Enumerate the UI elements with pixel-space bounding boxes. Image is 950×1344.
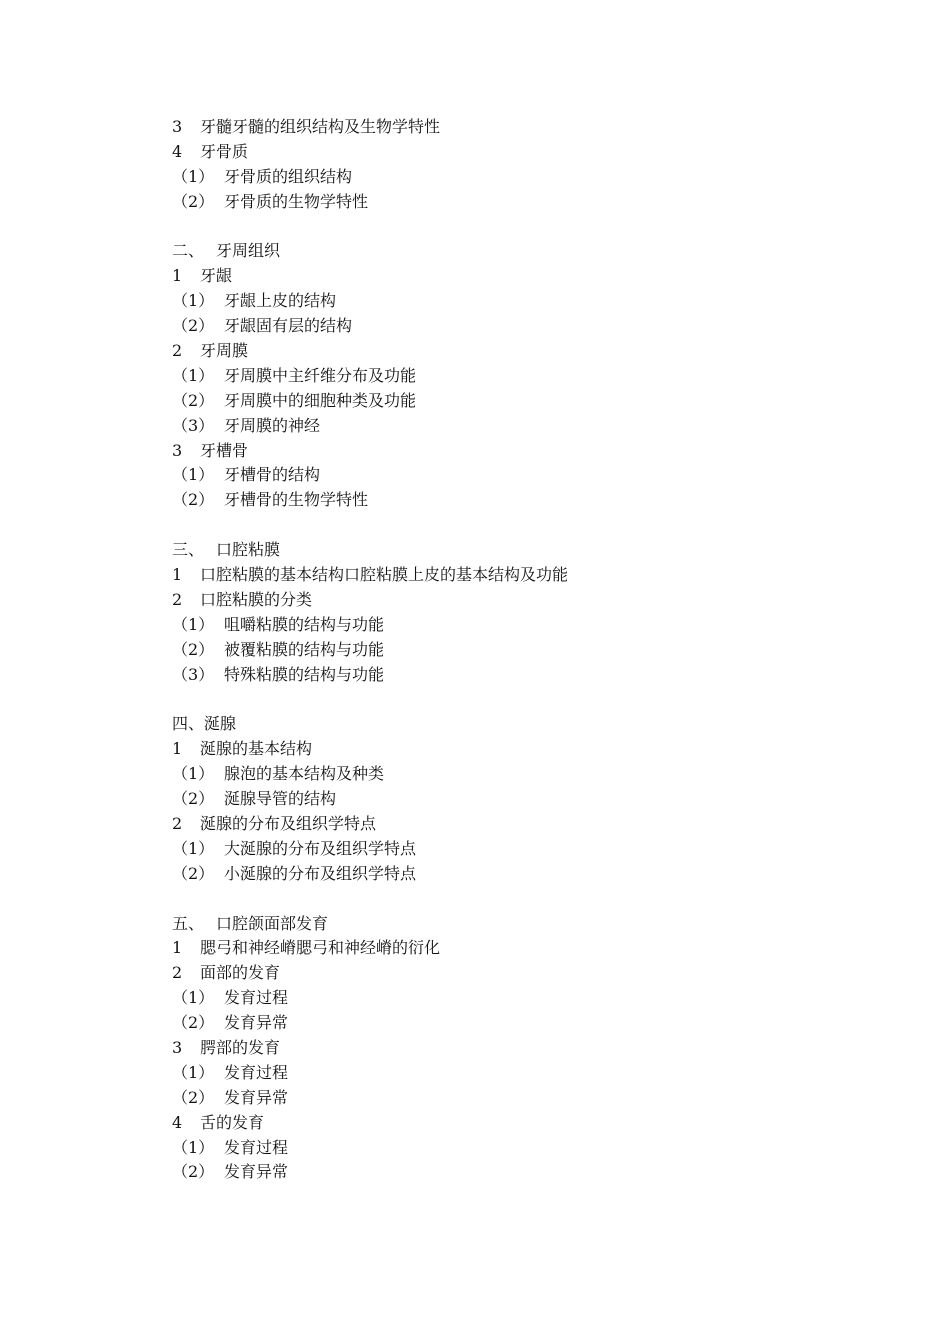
blank-line <box>172 887 872 912</box>
outline-number: （1） <box>172 838 215 858</box>
outline-subitem <box>172 364 872 389</box>
outline-subitem <box>172 389 872 414</box>
outline-text: 发育过程 <box>224 1062 289 1082</box>
outline-subitem <box>172 1011 872 1036</box>
outline-number: 1 <box>172 565 183 585</box>
outline-number: （2） <box>172 316 215 336</box>
outline-number: （3） <box>172 415 215 435</box>
outline-item <box>172 115 872 140</box>
outline-text: 涎腺的基本结构 <box>200 739 313 759</box>
blank-line <box>172 687 872 712</box>
section-heading <box>172 538 872 563</box>
outline-item <box>172 1036 872 1061</box>
outline-text: 腭部的发育 <box>200 1037 281 1057</box>
outline-number: （2） <box>172 191 215 211</box>
outline-subitem <box>172 165 872 190</box>
outline-number: （2） <box>172 1013 215 1033</box>
outline-text: 牙龈 <box>200 266 233 286</box>
outline-item <box>172 563 872 588</box>
outline-item <box>172 339 872 364</box>
outline-subitem <box>172 762 872 787</box>
outline-subitem <box>172 663 872 688</box>
outline-number: （2） <box>172 1162 215 1182</box>
outline-text: 牙周膜 <box>200 341 249 361</box>
outline-number: （2） <box>172 1087 215 1107</box>
outline-number: （3） <box>172 664 215 684</box>
outline-text: 口腔粘膜的基本结构口腔粘膜上皮的基本结构及功能 <box>200 565 569 585</box>
outline-text: 特殊粘膜的结构与功能 <box>224 664 385 684</box>
outline-number: 4 <box>172 1112 183 1132</box>
outline-text: 面部的发育 <box>200 963 281 983</box>
outline-number: （1） <box>172 614 215 634</box>
outline-text: 牙骨质 <box>200 141 249 161</box>
outline-text: 牙槽骨的生物学特性 <box>224 490 369 510</box>
outline-text: 涎腺 <box>204 714 237 734</box>
outline-number: （2） <box>172 789 215 809</box>
outline-subitem <box>172 837 872 862</box>
outline-item <box>172 961 872 986</box>
outline-subitem <box>172 1160 872 1185</box>
outline-number: 2 <box>172 341 183 361</box>
outline-text: 咀嚼粘膜的结构与功能 <box>224 614 385 634</box>
outline-text: 牙龈固有层的结构 <box>224 316 353 336</box>
outline-subitem <box>172 787 872 812</box>
outline-number: 2 <box>172 813 183 833</box>
blank-line <box>172 513 872 538</box>
outline-number: 3 <box>172 1037 183 1057</box>
section-heading <box>172 712 872 737</box>
outline-subitem <box>172 1061 872 1086</box>
outline-item <box>172 936 872 961</box>
outline-text: 发育异常 <box>224 1013 289 1033</box>
outline-text: 牙周组织 <box>216 241 281 261</box>
outline-text: 腺泡的基本结构及种类 <box>224 764 385 784</box>
outline-text: 发育过程 <box>224 988 289 1008</box>
outline-subitem <box>172 414 872 439</box>
outline-number: （1） <box>172 1062 215 1082</box>
section-heading <box>172 239 872 264</box>
section-heading <box>172 912 872 937</box>
outline-number: 4 <box>172 141 183 161</box>
outline-subitem <box>172 638 872 663</box>
outline-item <box>172 439 872 464</box>
outline-text: 牙髓牙髓的组织结构及生物学特性 <box>200 117 441 136</box>
outline-number: （2） <box>172 639 215 659</box>
outline-text: 牙龈上皮的结构 <box>224 291 337 311</box>
outline-number: （1） <box>172 465 215 485</box>
outline-number: （2） <box>172 863 215 883</box>
outline-number: （1） <box>172 166 215 186</box>
outline-text: 发育异常 <box>224 1162 289 1182</box>
outline-text: 大涎腺的分布及组织学特点 <box>224 838 417 858</box>
outline-subitem <box>172 289 872 314</box>
outline-number: 2 <box>172 589 183 609</box>
outline-text: 涎腺导管的结构 <box>224 789 337 809</box>
outline-text: 舌的发育 <box>200 1112 265 1132</box>
outline-text: 口腔颌面部发育 <box>216 913 329 933</box>
outline-subitem <box>172 986 872 1011</box>
outline-number: （1） <box>172 365 215 385</box>
outline-number: 五、 <box>172 913 205 933</box>
outline-number: 1 <box>172 266 183 286</box>
outline-number: （1） <box>172 988 215 1008</box>
outline-number: 3 <box>172 117 183 136</box>
outline-subitem <box>172 314 872 339</box>
outline-number: （1） <box>172 291 215 311</box>
outline-text: 口腔粘膜的分类 <box>200 589 313 609</box>
outline-subitem <box>172 463 872 488</box>
outline-text: 牙周膜中主纤维分布及功能 <box>224 365 417 385</box>
outline-number: （2） <box>172 390 215 410</box>
outline-item <box>172 737 872 762</box>
outline-number: 二、 <box>172 241 205 261</box>
outline-number: 1 <box>172 938 183 958</box>
outline-list <box>172 115 872 1185</box>
outline-text: 腮弓和神经嵴腮弓和神经嵴的衍化 <box>200 938 441 958</box>
outline-item <box>172 140 872 165</box>
outline-item <box>172 588 872 613</box>
outline-text: 发育过程 <box>224 1137 289 1157</box>
outline-number: 四、 <box>172 714 205 734</box>
outline-text: 牙槽骨 <box>200 440 249 460</box>
outline-text: 涎腺的分布及组织学特点 <box>200 813 377 833</box>
outline-subitem <box>172 613 872 638</box>
outline-subitem <box>172 488 872 513</box>
blank-line <box>172 215 872 240</box>
outline-text: 牙周膜中的细胞种类及功能 <box>224 390 417 410</box>
outline-number: 1 <box>172 739 183 759</box>
outline-number: （1） <box>172 1137 215 1157</box>
outline-number: 三、 <box>172 540 205 560</box>
outline-number: （2） <box>172 490 215 510</box>
outline-text: 牙骨质的组织结构 <box>224 166 353 186</box>
outline-subitem <box>172 190 872 215</box>
outline-number: （1） <box>172 764 215 784</box>
outline-text: 牙骨质的生物学特性 <box>224 191 369 211</box>
outline-item <box>172 264 872 289</box>
outline-text: 牙槽骨的结构 <box>224 465 321 485</box>
outline-item <box>172 812 872 837</box>
outline-text: 牙周膜的神经 <box>224 415 321 435</box>
outline-subitem <box>172 1136 872 1161</box>
outline-number: 2 <box>172 963 183 983</box>
outline-number: 3 <box>172 440 183 460</box>
outline-text: 发育异常 <box>224 1087 289 1107</box>
outline-text: 被覆粘膜的结构与功能 <box>224 639 385 659</box>
outline-text: 口腔粘膜 <box>216 540 281 560</box>
outline-text: 小涎腺的分布及组织学特点 <box>224 863 417 883</box>
outline-subitem <box>172 862 872 887</box>
outline-subitem <box>172 1086 872 1111</box>
outline-item <box>172 1111 872 1136</box>
